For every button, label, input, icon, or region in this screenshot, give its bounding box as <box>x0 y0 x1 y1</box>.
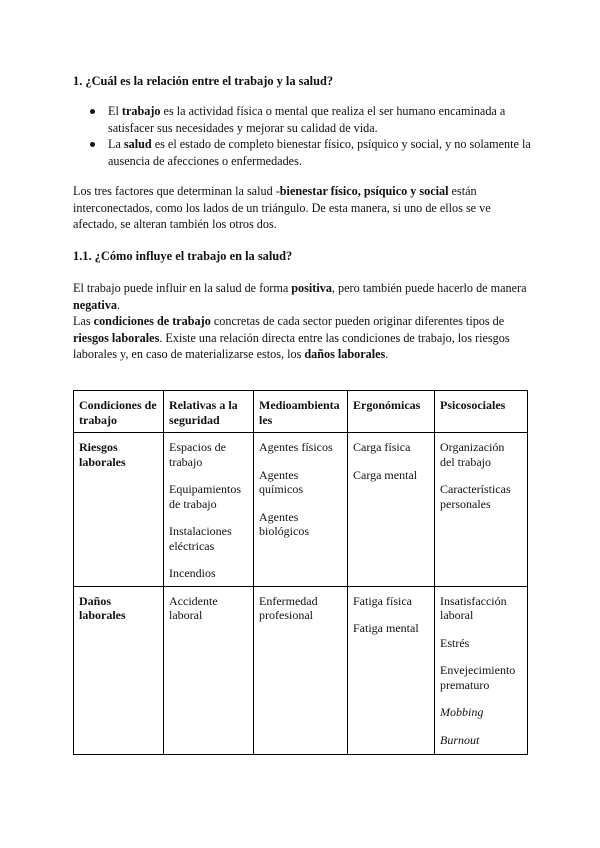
cell-item: Características personales <box>440 482 511 511</box>
text: es el estado de completo bienestar físico, psíquico y social, y no solamente la ausencia de afecciones o enfermedades. <box>108 137 531 168</box>
table-cell <box>254 433 348 587</box>
row-header-cell: Riesgos laborales <box>74 433 164 587</box>
bold-term: condiciones de trabajo <box>93 314 211 328</box>
header-cell: Relativas a la seguridad <box>164 391 254 433</box>
health-factors-paragraph <box>73 183 533 233</box>
table-cell <box>348 586 435 754</box>
cell-item: Burnout <box>440 732 480 747</box>
text: . <box>385 347 389 361</box>
text: es la actividad física o mental que realiza el ser humano encaminada a satisfacer sus necesidades y mejorar su calidad de vida. <box>108 104 506 135</box>
text: . <box>117 297 121 312</box>
cell-item: Fatiga física <box>353 593 412 608</box>
section-1-1-heading: 1.1. ¿Cómo influye el trabajo en la salud? <box>73 249 293 263</box>
cell-item: Insatisfacción laboral <box>440 593 507 622</box>
bold-term: daños laborales <box>304 347 386 361</box>
table-cell <box>254 586 348 754</box>
header-cell: Psicosociales <box>435 391 528 433</box>
cell-item: Mobbing <box>440 705 484 719</box>
cell-item: Fatiga mental <box>353 621 419 635</box>
table-header-row <box>74 391 528 433</box>
table-cell <box>348 433 435 587</box>
cell-item: Estrés <box>440 635 470 650</box>
text: El <box>108 104 122 118</box>
table-cell <box>164 433 254 587</box>
cell-item: Incendios <box>169 566 216 580</box>
bold-term: riesgos laborales <box>73 330 160 345</box>
cell-item: Envejecimiento prematuro <box>440 663 516 692</box>
bold-term: bienestar físico, psíquico y social <box>279 184 449 198</box>
cell-item: Organización del trabajo <box>440 440 505 469</box>
text: . Existe una relación directa entre las condiciones de trabajo, los riesgos laborales y, en caso de materializarse estos, los <box>73 330 510 361</box>
risks-table <box>73 390 528 755</box>
text: La <box>108 137 124 151</box>
text: Los tres factores que determinan la salud - <box>73 184 280 198</box>
bullet-icon <box>90 109 95 114</box>
table-cell <box>164 586 254 754</box>
bold-term: positiva <box>291 281 332 295</box>
table-row <box>74 586 528 754</box>
row-header-cell: Daños laborales <box>74 586 164 754</box>
header-cell: Medioambienta les <box>254 391 348 433</box>
section-1-heading: 1. ¿Cuál es la relación entre el trabajo y la salud? <box>73 74 334 88</box>
header-cell: Condiciones de trabajo <box>74 391 164 433</box>
text: están interconectados, como los lados de un triángulo. De esta manera, si uno de ellos se ve afectado, se alteran también los otros dos. <box>73 184 491 231</box>
list-item <box>73 136 533 169</box>
cell-item: Espacios de trabajo <box>169 440 226 469</box>
influence-paragraph <box>73 280 533 363</box>
cell-item: Agentes físicos <box>259 440 333 454</box>
cell-item: Carga física <box>353 440 411 454</box>
list-item <box>73 103 533 136</box>
bold-term: salud <box>123 137 152 151</box>
text: concretas de cada sector pueden originar diferentes tipos de <box>210 314 505 328</box>
cell-item: Agentes químicos <box>259 467 303 496</box>
cell-item: Enfermedad profesional <box>259 593 318 622</box>
text: , pero también puede hacerlo de manera <box>331 281 527 295</box>
cell-item: Carga mental <box>353 467 418 482</box>
bold-term: trabajo <box>121 104 161 118</box>
table-cell <box>435 433 528 587</box>
table-row <box>74 433 528 587</box>
table-cell <box>435 586 528 754</box>
cell-item: Accidente laboral <box>169 593 218 622</box>
text: Las <box>73 314 94 328</box>
bullet-icon <box>90 142 95 147</box>
cell-item: Equipamientos de trabajo <box>169 482 241 511</box>
text: El trabajo puede influir en la salud de forma <box>73 281 292 295</box>
cell-item: Instalaciones eléctricas <box>169 524 232 553</box>
bold-term: negativa <box>73 297 118 312</box>
cell-item: Agentes biológicos <box>259 509 309 538</box>
definitions-list <box>73 103 533 169</box>
header-cell: Ergonómicas <box>348 391 435 433</box>
